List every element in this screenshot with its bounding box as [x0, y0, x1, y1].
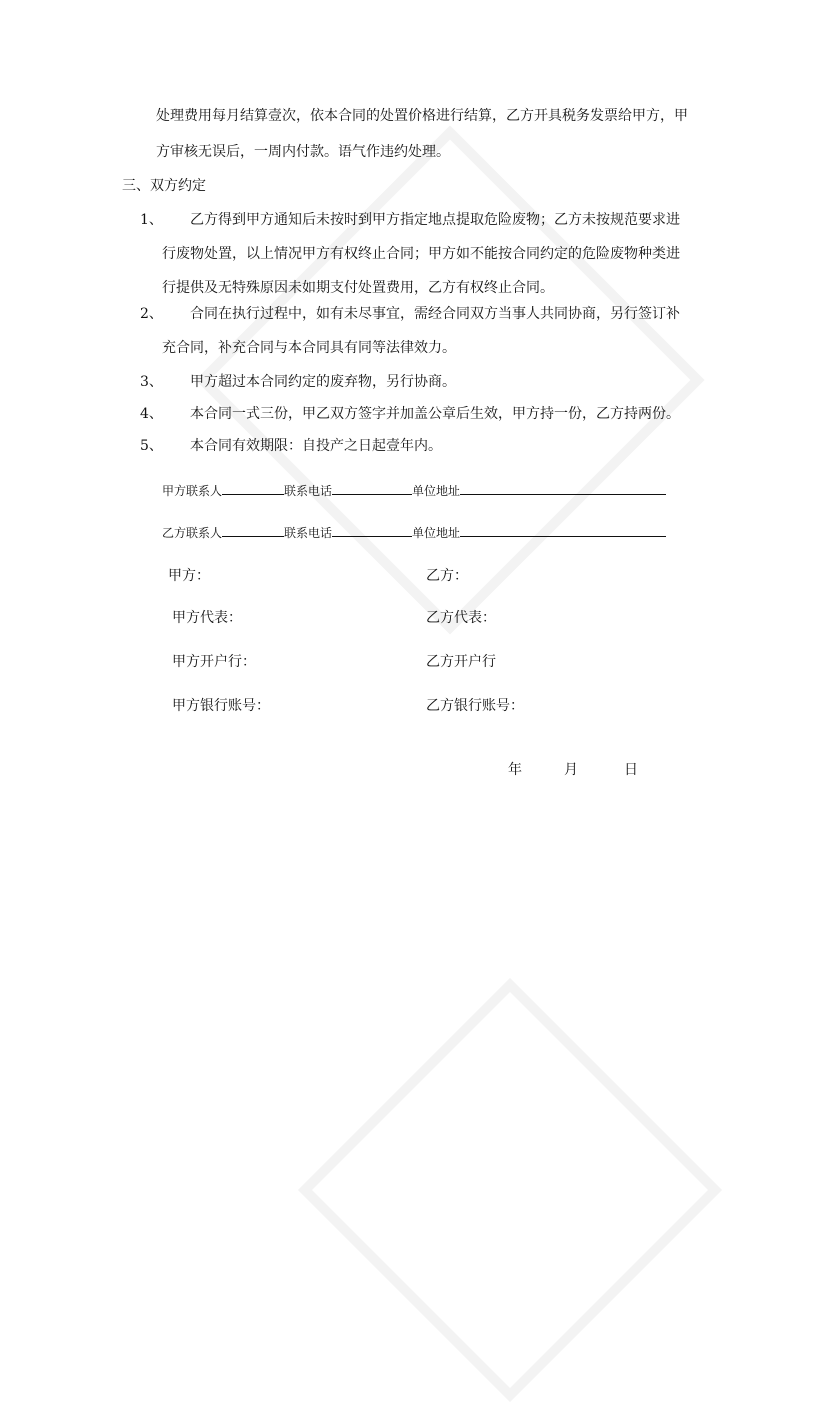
party-a-account-label: 甲方银行账号：: [172, 698, 270, 714]
party-b-contact-field[interactable]: [222, 522, 284, 537]
item-3-line-1: 甲方超过本合同约定的废弃物，另行协商。: [190, 374, 456, 390]
date-year-label: 年: [508, 762, 522, 778]
party-b-contact-row: [162, 522, 666, 543]
watermark: [298, 978, 722, 1402]
party-b-bank-label: 乙方开户行: [426, 654, 496, 670]
item-number: 3、: [140, 374, 163, 390]
party-b-contact-label: 乙方联系人: [162, 526, 223, 540]
party-b-phone-label: 联系电话: [284, 526, 333, 540]
party-a-address-field[interactable]: [460, 480, 666, 495]
section-title: 三、双方约定: [122, 178, 206, 194]
item-4-line-1: 本合同一式三份，甲乙双方签字并加盖公章后生效，甲方持一份，乙方持两份。: [190, 406, 680, 422]
party-b-rep-label: 乙方代表：: [426, 610, 496, 626]
party-a-rep-label: 甲方代表：: [172, 610, 242, 626]
party-b-address-label: 单位地址: [412, 526, 461, 540]
item-1-line-1: 乙方得到甲方通知后未按时到甲方指定地点提取危险废物；乙方未按规范要求进: [190, 212, 680, 228]
party-a-phone-field[interactable]: [332, 480, 412, 495]
top-paragraph-line-1: 处理费用每月结算壹次，依本合同的处置价格进行结算，乙方开具税务发票给甲方，甲: [156, 108, 688, 124]
party-a-contact-label: 甲方联系人: [162, 484, 223, 498]
party-a-phone-label: 联系电话: [284, 484, 333, 498]
item-number: 4、: [140, 406, 163, 422]
item-1-line-2: 行废物处置，以上情况甲方有权终止合同；甲方如不能按合同约定的危险废物种类进: [162, 246, 680, 262]
party-a-bank-label: 甲方开户行：: [172, 654, 256, 670]
top-paragraph-line-2: 方审核无误后，一周内付款。语气作违约处理。: [156, 144, 450, 160]
party-b-account-label: 乙方银行账号：: [426, 698, 524, 714]
date-month-label: 月: [564, 762, 578, 778]
party-a-name-label: 甲方：: [168, 568, 210, 584]
party-a-contact-field[interactable]: [222, 480, 284, 495]
item-number: 1、: [140, 212, 163, 228]
item-number: 5、: [140, 438, 163, 454]
item-2-line-1: 合同在执行过程中，如有未尽事宜，需经合同双方当事人共同协商，另行签订补: [190, 306, 680, 322]
party-a-address-label: 单位地址: [412, 484, 461, 498]
item-1-line-3: 行提供及无特殊原因未如期支付处置费用，乙方有权终止合同。: [162, 280, 554, 296]
party-b-address-field[interactable]: [460, 522, 666, 537]
item-number: 2、: [140, 306, 163, 322]
date-day-label: 日: [624, 762, 638, 778]
party-b-phone-field[interactable]: [332, 522, 412, 537]
party-a-contact-row: [162, 480, 666, 501]
item-2-line-2: 充合同，补充合同与本合同具有同等法律效力。: [162, 340, 456, 356]
party-b-name-label: 乙方：: [426, 568, 468, 584]
item-5-line-1: 本合同有效期限：自投产之日起壹年内。: [190, 438, 442, 454]
